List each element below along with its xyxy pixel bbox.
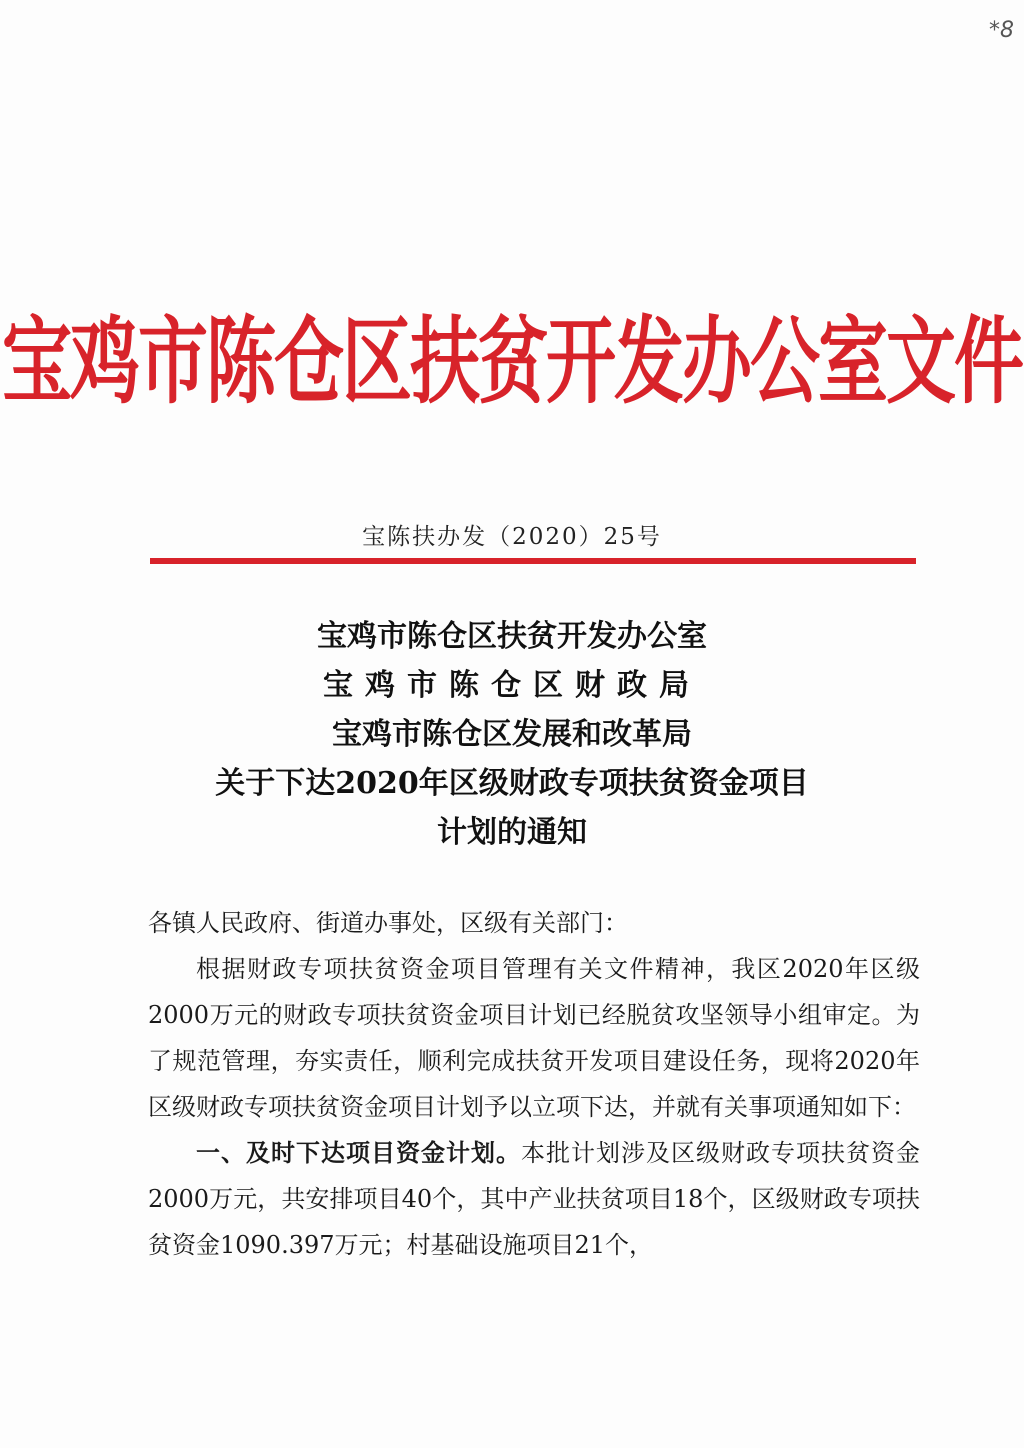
title-line-issuer-2: 宝鸡市陈仓区财政局 <box>323 668 701 703</box>
section-1-heading: 一、及时下达项目资金计划。 <box>196 1138 521 1167</box>
notice-title <box>0 612 1024 857</box>
red-divider-line <box>150 558 916 564</box>
title-line-subject-1: 关于下达2020年区级财政专项扶贫资金项目 <box>215 766 809 801</box>
notice-body <box>148 900 920 1268</box>
handwritten-corner-mark: *8 <box>989 18 1014 43</box>
paragraph-intro: 根据财政专项扶贫资金项目管理有关文件精神，我区2020年区级2000万元的财政专项扶贫资金项目计划已经脱贫攻坚领导小组审定。为了规范管理，夯实责任，顺利完成扶贫开发项目建设任务，现将2020年区级财政专项扶贫资金项目计划予以立项下达，并就有关事项通知如下： <box>148 955 920 1121</box>
title-line-subject-2: 计划的通知 <box>437 815 587 850</box>
document-number: 宝陈扶办发（2020）25号 <box>362 524 662 550</box>
title-line-issuer-1: 宝鸡市陈仓区扶贫开发办公室 <box>317 619 707 654</box>
paragraph-section-1 <box>148 1130 920 1268</box>
salutation: 各镇人民政府、街道办事处，区级有关部门： <box>148 909 628 937</box>
section-1-text: 本批计划涉及区级财政专项扶贫资金2000万元，共安排项目40个，其中产业扶贫项目18个，区级财政专项扶贫资金1090.397万元；村基础设施项目21个， <box>148 1139 920 1259</box>
red-masthead-title: 宝鸡市陈仓区扶贫开发办公室文件 <box>2 306 1022 417</box>
title-line-issuer-3: 宝鸡市陈仓区发展和改革局 <box>332 717 692 752</box>
